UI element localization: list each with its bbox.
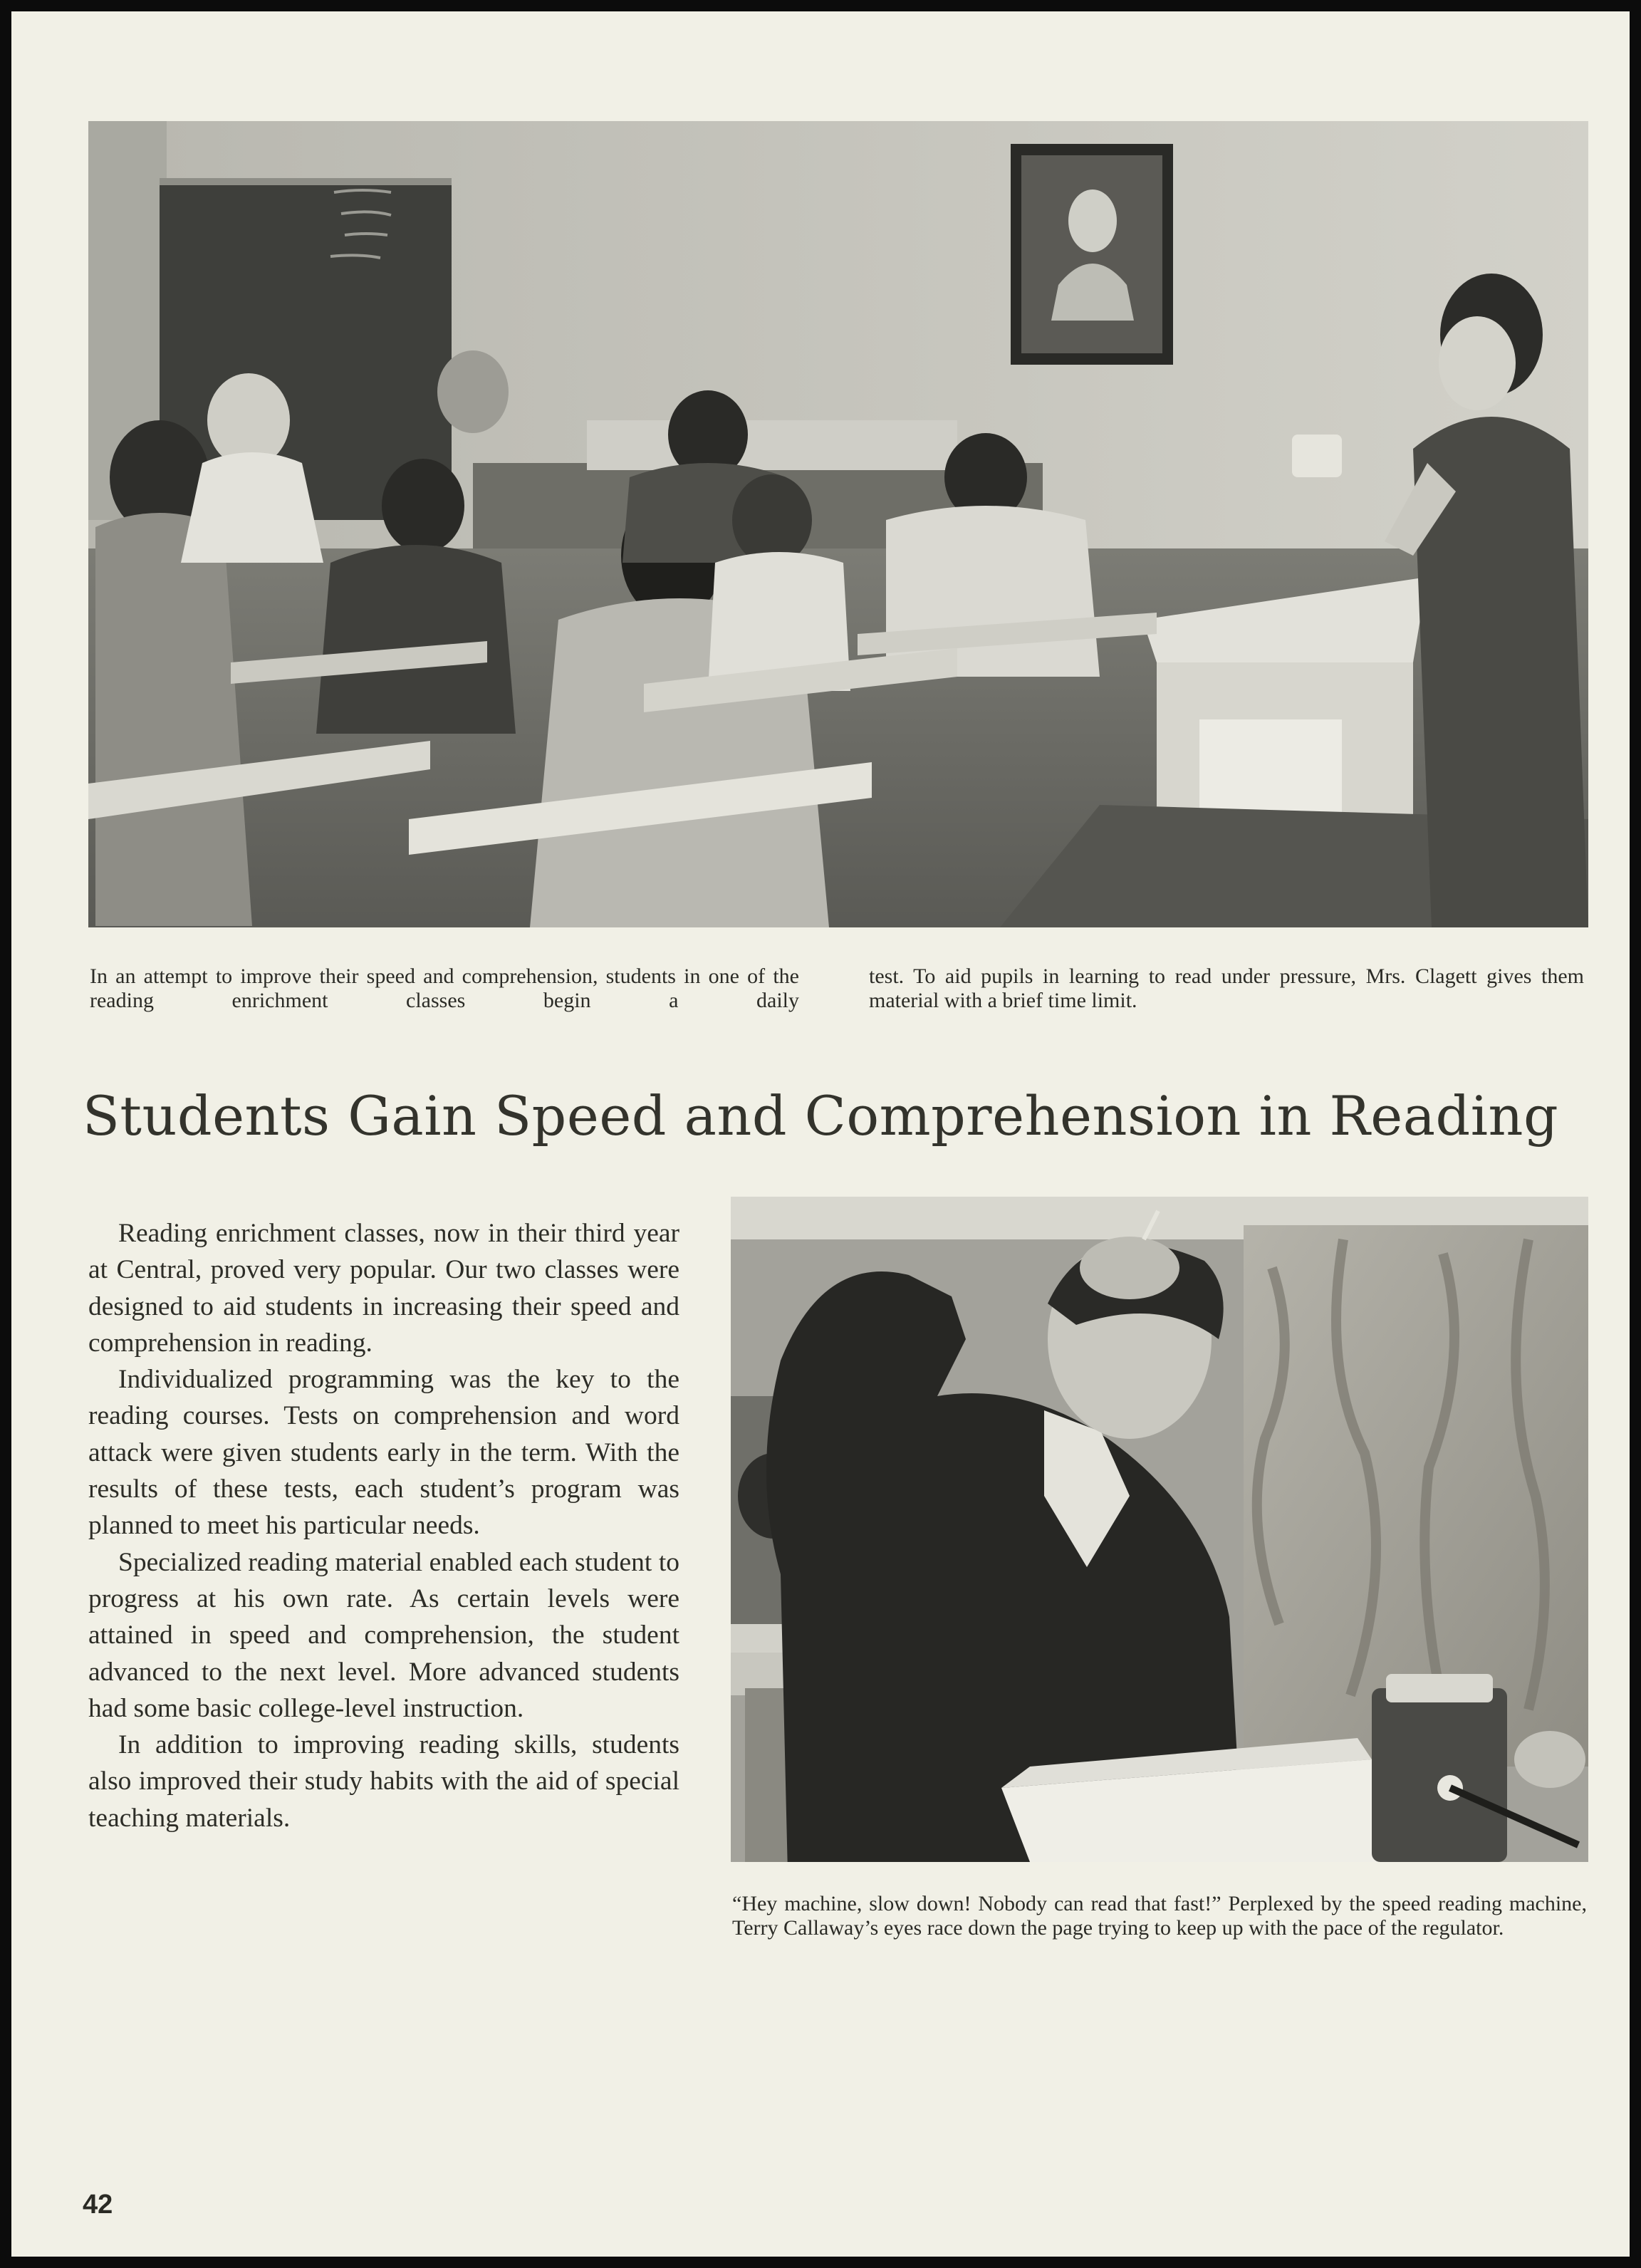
body-paragraph: Individualized programming was the key to the reading courses. Tests on comprehension and word attack were given students early in the term. With the results of these tests, each student’s program was planned to meet his particular needs. [88,1365,679,1541]
body-paragraph: Reading enrichment classes, now in their third year at Central, proved very popular. Our two classes were designed to aid students in increasing their speed and comprehension in reading. [88,1219,679,1358]
body-paragraph: In addition to improving reading skills, students also improved their study habits with the aid of special teaching materials. [88,1730,679,1833]
caption-top-right: test. To aid pupils in learning to read under pressure, Mrs. Clagett gives them material with a brief time limit. [869,964,1584,1012]
speed-reading-photo-icon [731,1197,1588,1862]
classroom-photo [88,121,1588,927]
caption-top-left: In an attempt to improve their speed and comprehension, students in one of the reading enrichment classes begin a daily [90,964,799,1012]
body-paragraph: Specialized reading material enabled each student to progress at his own rate. As certain levels were attained in speed and comprehension, the student advanced to the next level. More advanced students had some basic college-level instruction. [88,1547,679,1723]
caption-bottom: “Hey machine, slow down! Nobody can read that fast!” Perplexed by the speed reading machine, Terry Callaway’s eyes race down the page trying to keep up with the pace of the regulator. [732,1892,1587,1940]
page-headline: Students Gain Speed and Comprehension in Reading [82,1084,1559,1148]
classroom-photo-icon [88,121,1588,927]
page-number: 42 [83,2190,113,2220]
speed-reading-photo [731,1197,1588,1862]
article-body [88,1215,679,1836]
yearbook-page [11,11,1630,2257]
